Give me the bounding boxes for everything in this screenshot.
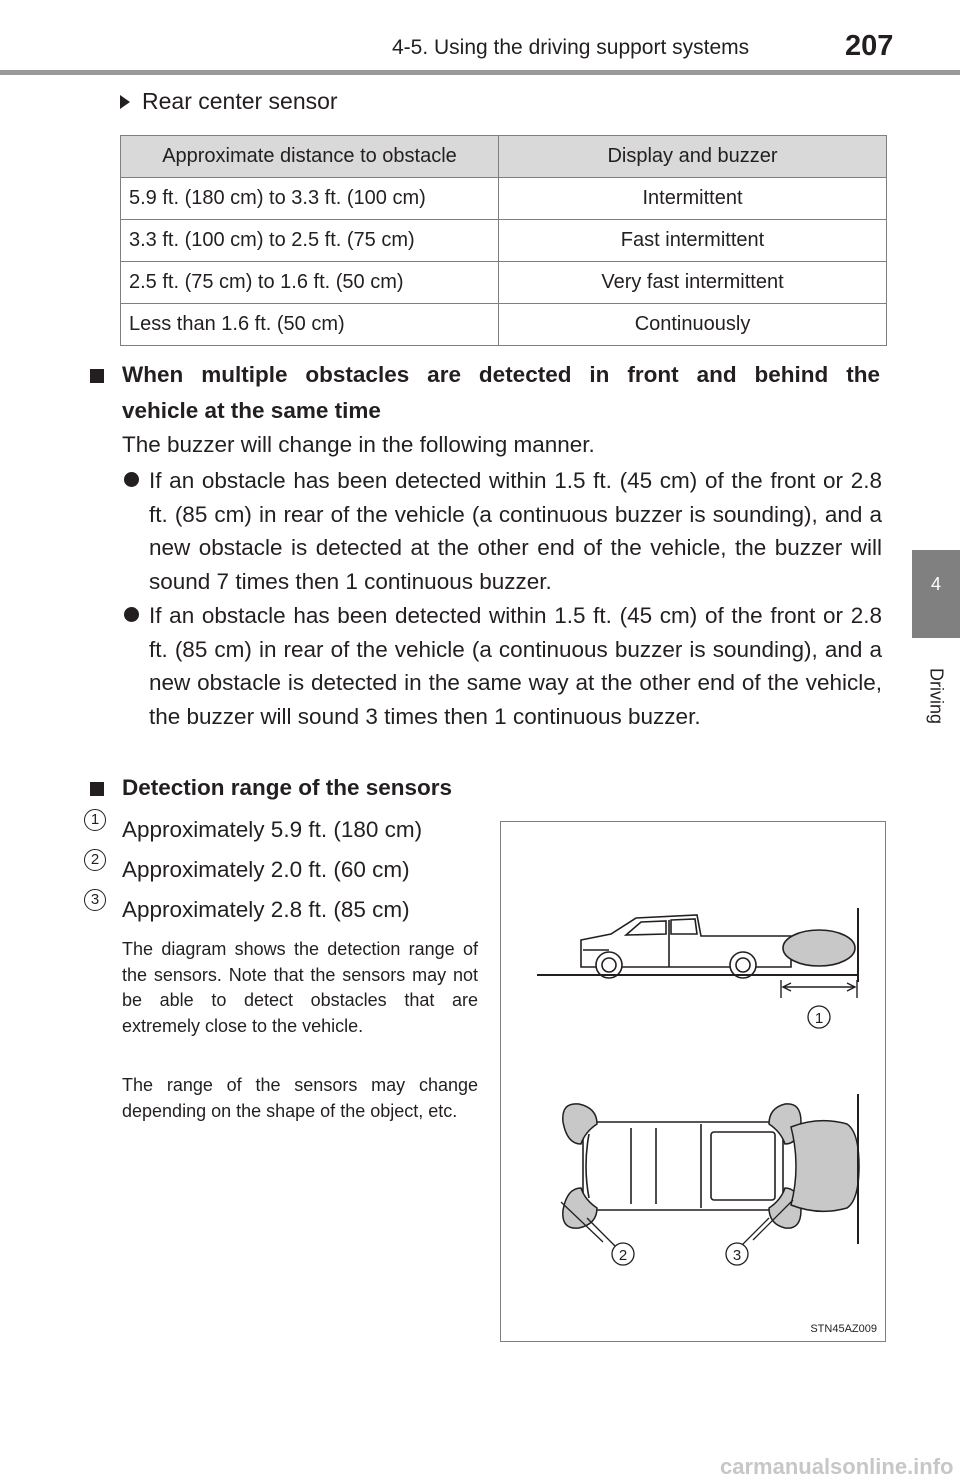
table-cell: Fast intermittent (499, 220, 887, 262)
triangle-bullet-icon (120, 95, 130, 109)
table-row (121, 262, 887, 304)
dimension-1 (781, 980, 857, 998)
truck-top-view (583, 1122, 783, 1210)
callout-1 (808, 1006, 830, 1028)
intro-text: The buzzer will change in the following manner. (122, 432, 595, 457)
square-bullet-icon (90, 369, 104, 383)
sensor-range-diagram (501, 822, 887, 1343)
table-cell: 3.3 ft. (100 cm) to 2.5 ft. (75 cm) (121, 220, 499, 262)
bullet-text: If an obstacle has been detected within 1.5 ft. (45 cm) of the front or 2.8 ft. (85 cm) in rear of the vehicle (a continuous buzzer is sounding), and a new obstacle is detected at the other end of the vehicle, the buzzer will sound 7 times then 1 continuous buzzer. (149, 468, 882, 594)
section-heading-range (90, 770, 452, 806)
subheading (120, 88, 338, 115)
heading-line: vehicle at the same time (122, 398, 381, 423)
range-text: Approximately 5.9 ft. (180 cm) (122, 817, 423, 842)
section-title: 4-5. Using the driving support systems (392, 36, 750, 59)
chapter-tab: 4 (912, 550, 960, 638)
sensor-range-figure (500, 821, 886, 1342)
table-header-cell: Display and buzzer (499, 136, 887, 178)
table-cell: 5.9 ft. (180 cm) to 3.3 ft. (100 cm) (121, 178, 499, 220)
note-text: The range of the sensors may change depending on the shape of the object, etc. (122, 1075, 478, 1121)
rear-detection-zone (783, 930, 855, 966)
callout-label: 1 (814, 1010, 824, 1027)
callout-2 (612, 1243, 634, 1265)
square-bullet-icon (90, 782, 104, 796)
table-row (121, 220, 887, 262)
table-row (121, 304, 887, 346)
bullet-dot-icon (124, 607, 139, 622)
bullet-text: If an obstacle has been detected within 1.5 ft. (45 cm) of the front or 2.8 ft. (85 cm) in rear of the vehicle (a continuous buzzer is sounding), and a new obstacle is detected in the same way at the other end of the vehicle, the buzzer will sound 3 times then 1 continuous buzzer. (149, 603, 882, 729)
table-cell: Very fast intermittent (499, 262, 887, 304)
table-header-row (121, 136, 887, 178)
number-circle: 2 (84, 849, 106, 871)
chapter-label: Driving (926, 668, 947, 725)
header-rule (0, 70, 960, 75)
range-item (84, 811, 423, 845)
table-cell: 2.5 ft. (75 cm) to 1.6 ft. (50 cm) (121, 262, 499, 304)
heading-line: Detection range of the sensors (122, 775, 453, 800)
section-heading-multiple (90, 357, 880, 429)
bullet-dot-icon (124, 472, 139, 487)
bullet-item (122, 599, 882, 733)
table-header-cell: Approximate distance to obstacle (121, 136, 499, 178)
truck-side-view (581, 915, 791, 978)
distance-table (120, 135, 887, 346)
callout-label: 2 (618, 1247, 628, 1264)
range-text: Approximately 2.0 ft. (60 cm) (122, 857, 410, 882)
table-cell: Continuously (499, 304, 887, 346)
table-cell: Intermittent (499, 178, 887, 220)
page-number: 207 (845, 30, 894, 62)
number-circle: 1 (84, 809, 106, 831)
subheading-text: Rear center sensor (142, 88, 338, 114)
range-text: Approximately 2.8 ft. (85 cm) (122, 897, 410, 922)
table-row (121, 178, 887, 220)
number-circle: 3 (84, 889, 106, 911)
heading-line: When multiple obstacles are detected in front and behind the (122, 362, 880, 387)
range-item (84, 851, 410, 885)
watermark: carmanualsonline.info (720, 1454, 954, 1479)
bullet-item (122, 464, 882, 598)
callout-3 (726, 1243, 748, 1265)
figure-code: STN45AZ009 (810, 1323, 877, 1335)
note-text: The diagram shows the detection range of the sensors. Note that the sensors may not be able to detect obstacles that are extremely close to the vehicle. (122, 939, 478, 1037)
table-cell: Less than 1.6 ft. (50 cm) (121, 304, 499, 346)
callout-label: 3 (732, 1247, 742, 1264)
range-item (84, 891, 410, 925)
